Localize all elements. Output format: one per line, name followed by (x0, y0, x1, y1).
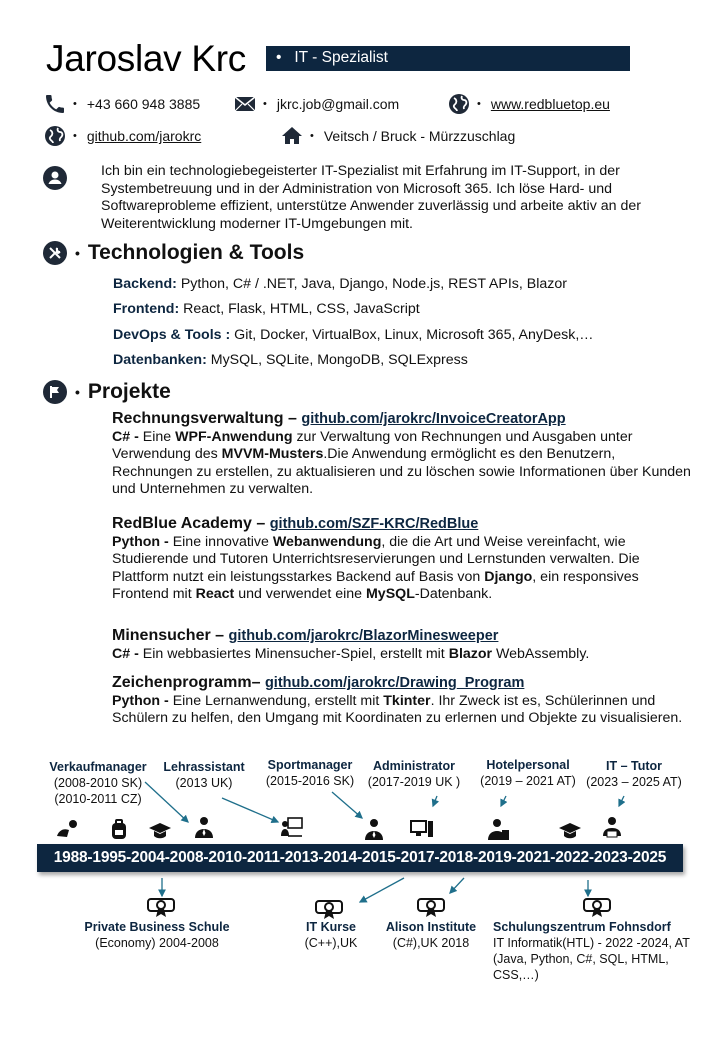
profile-summary: Ich bin ein technologiebegeisterter IT-Spezialist mit Erfahrung im IT-Support, in der Systembetreuung und in der Administration von Microsoft 365. Ich löse Hard- und Softwareprobleme effizient, unterstütze Anwender zuverlässig und arbeite aktiv an der Weiterentwicklung moderner IT-Umgebungen mit. (101, 163, 641, 232)
project-name: Rechnungsverwaltung – (112, 410, 302, 427)
person-tie-icon (192, 816, 216, 838)
desc-part: C# - (112, 428, 143, 445)
job-period: (2019 – 2021 AT) (480, 774, 576, 788)
arrow (360, 878, 404, 902)
desc-part: Eine innovative (172, 533, 273, 550)
email-address[interactable]: jkrc.job@gmail.com (276, 96, 400, 112)
edu-detail: (C#),UK 2018 (392, 936, 470, 950)
job-title: Lehrassistant (163, 760, 245, 774)
certificate-icon (416, 896, 446, 918)
bullet: • (263, 98, 267, 110)
tech-value: Git, Docker, VirtualBox, Linux, Microsoft 365, AnyDesk,… (234, 327, 594, 343)
edu-title: Alison Institute (385, 920, 477, 934)
arrow (501, 796, 506, 806)
bullet: • (73, 98, 77, 110)
desc-part: Django (484, 568, 533, 585)
website-link[interactable]: www.redbluetop.eu (490, 96, 610, 112)
bullet: • (75, 245, 80, 261)
desc-part: WPF-Anwendung (175, 428, 293, 445)
job-title: IT – Tutor (605, 759, 662, 773)
title-bullet: • (276, 49, 282, 66)
edu-business-school (80, 919, 234, 951)
job-title: IT - Spezialist (294, 49, 388, 66)
edu-it-courses (300, 919, 362, 951)
person-laptop-icon (600, 816, 624, 838)
desc-part: -Datenbank. (414, 586, 493, 602)
desc-part: MySQL (365, 586, 415, 602)
desc-part: Python - (112, 692, 173, 709)
desc-part: Ein webbasiertes Minensucher-Spiel, erstellt mit (142, 645, 449, 662)
job-title: Verkaufmanager (49, 760, 147, 774)
person-tie-icon (362, 818, 386, 840)
job-period: (2010-2011 CZ) (54, 792, 142, 806)
desc-part: Eine Lernanwendung, erstellt mit (172, 692, 384, 709)
desc-part: , ein responsives Frontend mit (112, 568, 639, 602)
github-link[interactable]: github.com/jarokrc (86, 128, 202, 144)
desc-part: . Ihr Zweck ist es, Schülerinnen und Schülern zu helfen, den Umgang mit Koordinaten zu erlernen und Objekte zu visualisieren. (112, 692, 683, 726)
edu-detail: IT Informatik(HTL) - 2022 -2024, AT (493, 936, 690, 950)
arrow (145, 782, 188, 822)
bullet: • (310, 130, 314, 142)
certificate-icon (146, 896, 176, 918)
arrow (619, 796, 624, 806)
edu-alison-institute (381, 919, 481, 951)
desc-part: , die die Art und Weise vereinfacht, wie Studierende und Tutoren Unterrichtsreservierungen und Lernstunden verwalten. Die Plattform nutzt ein leistungsstarkes Backend auf Basis von (112, 533, 640, 585)
tech-value: MySQL, SQLite, MongoDB, SQLExpress (210, 352, 468, 368)
job-title: Administrator (373, 759, 455, 773)
technologies-title: Technologien & Tools (87, 241, 305, 264)
certificate-icon (314, 898, 344, 920)
bullet: • (477, 98, 481, 110)
project-name: Minensucher – (112, 627, 229, 644)
certificate-icon (582, 896, 612, 918)
tech-label: Datenbanken: (113, 352, 207, 368)
edu-title: Private Business Schule (84, 920, 230, 934)
edu-detail: (Economy) 2004-2008 (95, 936, 219, 950)
baby-icon (55, 818, 79, 840)
project-link[interactable]: github.com/SZF-KRC/RedBlue (269, 516, 479, 532)
hotel-staff-icon (486, 818, 510, 840)
job-title: Sportmanager (267, 758, 353, 772)
graduation-cap-icon (148, 820, 172, 842)
desc-part: zur Verwaltung von Rechnungen und Ausgaben unter Verwendung des (112, 428, 633, 462)
edu-title: IT Kurse (305, 920, 356, 934)
project-name: RedBlue Academy – (112, 515, 270, 532)
tech-label: Backend: (113, 276, 177, 292)
edu-fohnsdorf (493, 919, 690, 983)
edu-detail: (C++),UK (304, 936, 358, 950)
projects-title: Projekte (87, 380, 171, 403)
backpack-icon (107, 818, 131, 840)
arrow (450, 878, 464, 893)
desktop-computer-icon (410, 818, 434, 840)
teacher-board-icon (280, 816, 304, 838)
desc-part: Blazor (448, 645, 493, 662)
job-period: (2015-2016 SK) (265, 774, 355, 788)
edu-detail: (Java, Python, C#, SQL, HTML, (493, 952, 669, 966)
desc-part: Webanwendung (272, 533, 382, 550)
desc-part: Eine (142, 428, 176, 445)
tech-value: React, Flask, HTML, CSS, JavaScript (183, 301, 420, 317)
desc-part: und verwendet eine (234, 586, 366, 602)
desc-part: React (195, 586, 235, 602)
tech-value: Python, C# / .NET, Java, Django, Node.js, REST APIs, Blazor (180, 276, 567, 292)
job-period: (2008-2010 SK) (53, 776, 143, 790)
edu-title: Schulungszentrum Fohnsdorf (493, 920, 671, 934)
tech-label: DevOps & Tools : (113, 327, 231, 343)
arrow (433, 796, 437, 806)
location: Veitsch / Bruck - Mürzzuschlag (323, 128, 516, 144)
job-period: (2023 – 2025 AT) (586, 775, 682, 789)
project-link[interactable]: github.com/jarokrc/BlazorMinesweeper (228, 628, 499, 644)
phone-number: +43 660 948 3885 (86, 96, 201, 112)
tech-label: Frontend: (113, 301, 180, 317)
desc-part: C# - (112, 645, 143, 662)
project-link[interactable]: github.com/jarokrc/Drawing_Program (264, 675, 525, 691)
job-title: Hotelpersonal (486, 758, 570, 772)
full-name: Jaroslav Krc (46, 38, 246, 79)
desc-part: Tkinter (383, 692, 431, 709)
arrow (332, 792, 362, 818)
bullet: • (73, 130, 77, 142)
desc-part: WebAssembly. (492, 645, 590, 662)
desc-part: .Die Anwendung ermöglicht es den Benutzern, Rechnungen zu erstellen, zu aktualisieren und zu löschen sowie Informationen über Kunden und Unternehmen zu verwalten. (112, 446, 691, 497)
edu-detail: CSS,…) (493, 968, 539, 982)
arrow (222, 798, 278, 822)
project-name: Zeichenprogramm– (112, 674, 265, 691)
timeline-years: 1988-1995-2004-2008-2010-2011-2013-2014-2015-2017-2018-2019-2021-2022-2023-2025 (37, 844, 683, 872)
graduation-cap-icon (558, 820, 582, 842)
desc-part: Python - (112, 533, 173, 550)
project-link[interactable]: github.com/jarokrc/InvoiceCreatorApp (301, 411, 566, 427)
job-period: (2017-2019 UK ) (367, 775, 461, 789)
desc-part: MVVM-Musters (221, 446, 324, 462)
bullet: • (75, 384, 80, 400)
job-period: (2013 UK) (175, 776, 233, 790)
